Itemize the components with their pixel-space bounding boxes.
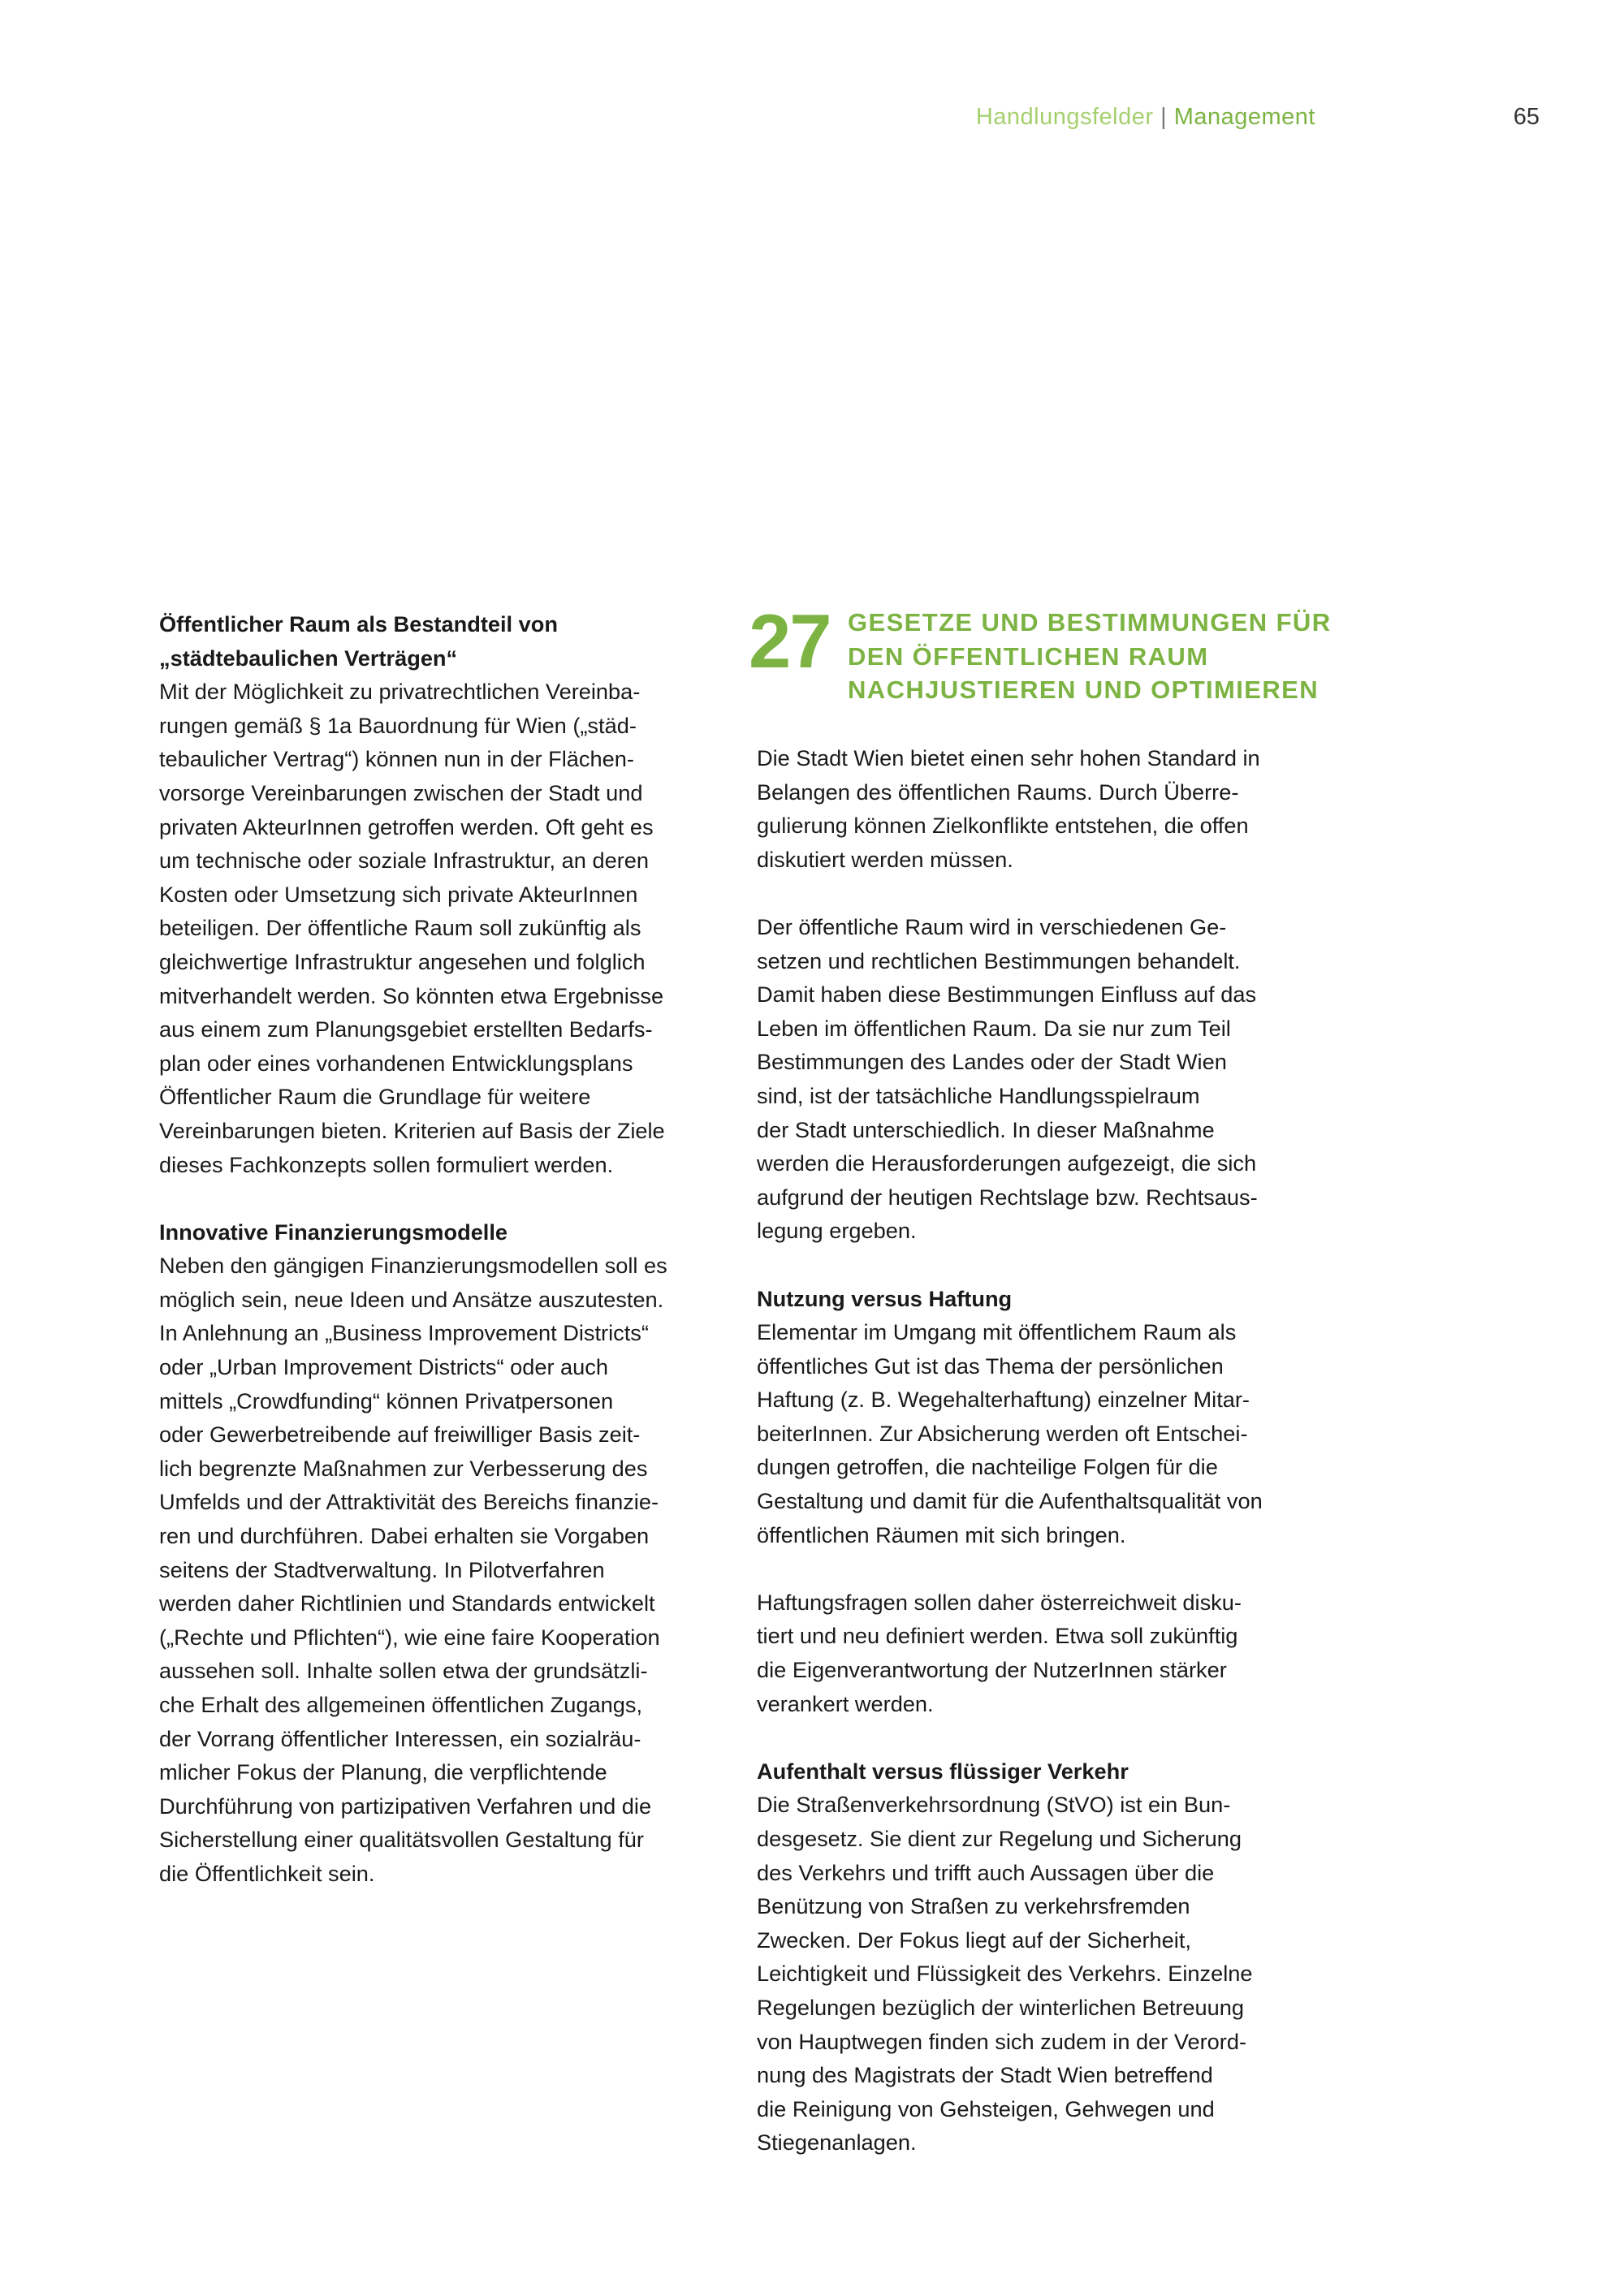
header-subsection: Management <box>1173 104 1315 130</box>
section-body-public-space-contracts: Mit der Möglichkeit zu privatrechtlichen Vereinba- rungen gemäß § 1a Bauordnung für Wien („städ- tebaulicher Vertrag“) können nun in der Flächen- vorsorge Vereinbarungen zwischen der Stadt und privaten AkteurInnen getroffen werden. Oft geht es um technische oder soziale Infrastruktur, an deren Kosten oder Umsetzung sich private AkteurInnen beteiligen. Der öffentliche Raum soll zukünftig als gleichwertige Infrastruktur angesehen und folglich mitverhandelt werden. So könnten etwa Ergebnisse aus einem zum Planungsgebiet erstellten Bedarfs- plan oder eines vorhandenen Entwicklungsplans Öffentlicher Raum die Grundlage für weitere Vereinbarungen bieten. Kriterien auf Basis der Ziele dieses Fachkonzepts sollen formuliert werden. <box>159 679 665 1177</box>
section-body-financing-models: Neben den gängigen Finanzierungsmodellen soll es möglich sein, neue Ideen und Ansätze auszutesten. In Anlehnung an „Business Improvement Districts“ oder „Urban Improvement Districts“ oder auch mittels „Crowdfunding“ können Privatpersonen oder Gewerbetreibende auf freiwilliger Basis zeit- lich begrenzte Maßnahmen zur Verbesserung des Umfelds und der Attraktivität des Bereichs finanzie- ren und durchführen. Dabei erhalten sie Vorgaben seitens der Stadtverwaltung. In Pilotverfahren werden daher Richtlinien und Standards entwickelt („Rechte und Pflichten“), wie eine faire Kooperation aussehen soll. Inhalte sollen etwa der grundsätzli- che Erhalt des allgemeinen öffentlichen Zugangs, der Vorrang öffentlicher Interessen, ein sozialräu- mlicher Fokus der Planung, die verpflichtende Durchführung von partizipativen Verfahren und die Sicherstellung einer qualitätsvollen Gestaltung für die Öffentlichkeit sein. <box>159 1253 667 1886</box>
section-body-liability-questions: Haftungsfragen sollen daher österreichweit disku- tiert und neu definiert werden. Etwa soll zukünftig die Eigenverantwortung der NutzerInnen stärker verankert werden. <box>757 1589 1242 1716</box>
paragraph-gap <box>159 1181 719 1215</box>
paragraph-gap <box>757 1720 1317 1754</box>
left-column <box>159 607 719 1891</box>
paragraph-gap <box>757 876 1317 910</box>
measure-number: 27 <box>749 598 831 684</box>
section-heading-stay-vs-traffic: Aufenthalt versus flüssiger Verkehr <box>757 1758 1129 1784</box>
page-number: 65 <box>1513 104 1540 130</box>
right-column <box>757 741 1317 2160</box>
header-section: Handlungsfelder <box>975 104 1154 130</box>
section-body-stay-vs-traffic: Die Straßenverkehrsordnung (StVO) ist ein Bun- desgesetz. Sie dient zur Regelung und Sicherung des Verkehrs und trifft auch Aussagen über die Benützung von Straßen zu verkehrsfremden Zwecken. Der Fokus liegt auf der Sicherheit, Leichtigkeit und Flüssigkeit des Verkehrs. Einzelne Regelungen bezüglich der winterlichen Betreuung von Hauptwegen finden sich zudem in der Verord- nung des Magistrats der Stadt Wien betreffend die Reinigung von Gehsteigen, Gehwegen und Stiegenanlagen. <box>757 1792 1253 2156</box>
section-heading-public-space-contracts: Öffentlicher Raum als Bestandteil von „städtebaulichen Verträgen“ <box>159 611 558 671</box>
section-heading-financing-models: Innovative Finanzierungsmodelle <box>159 1219 508 1245</box>
measure-heading <box>749 598 1333 710</box>
section-heading-use-vs-liability: Nutzung versus Haftung <box>757 1285 1013 1311</box>
intro-paragraph-2: Der öffentliche Raum wird in verschiedenen Ge- setzen und rechtlichen Bestimmungen behandelt. Damit haben diese Bestimmungen Einfluss auf das Leben im öffentlichen Raum. Da sie nur zum Teil Bestimmungen des Landes oder der Stadt Wien sind, ist der tatsächliche Handlungsspielraum der Stadt unterschiedlich. In dieser Maßnahme werden die Herausforderungen aufgezeigt, die sich aufgrund der heutigen Rechtslage bzw. Rechtsaus- legung ergeben. <box>757 913 1258 1244</box>
paragraph-gap <box>757 1248 1317 1282</box>
header-separator: | <box>1160 104 1168 130</box>
running-header <box>958 101 1315 133</box>
paragraph-gap <box>757 1552 1317 1586</box>
section-body-use-vs-liability: Elementar im Umgang mit öffentlichem Raum als öffentliches Gut ist das Thema der persönlichen Haftung (z. B. Wegehalterhaftung) einzelner Mitar- beiterInnen. Zur Absicherung werden oft Entschei- dungen getroffen, die nachteilige Folgen für die Gestaltung und damit für die Aufenthaltsqualität von öffentlichen Räumen mit sich bringen. <box>757 1319 1263 1547</box>
intro-paragraph-1: Die Stadt Wien bietet einen sehr hohen Standard in Belangen des öffentlichen Raums. Durch Überre- gulierung können Zielkonflikte entstehen, die offen diskutiert werden müssen. <box>757 745 1260 872</box>
measure-title: GESETZE UND BESTIMMUNGEN FÜR DEN ÖFFENTLICHEN RAUM NACHJUSTIEREN UND OPTIMIEREN <box>848 608 1332 704</box>
